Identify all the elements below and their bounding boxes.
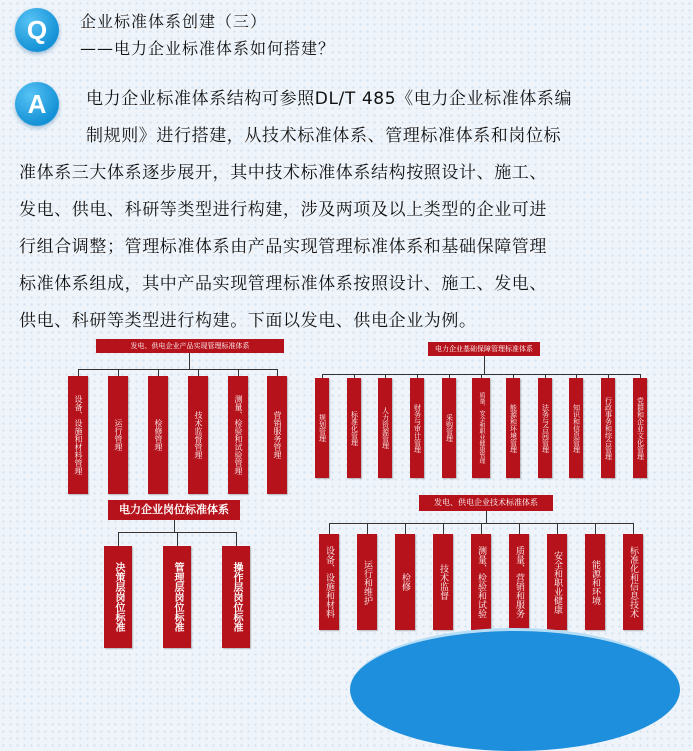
basic-mgmt-title: 电力企业基础保障管理标准体系	[428, 342, 540, 356]
tech-std-item: 技术监督	[433, 534, 453, 630]
product-mgmt-item: 营销服务管理	[267, 376, 287, 494]
tech-std-title: 发电、供电企业技术标准体系	[419, 495, 553, 511]
product-mgmt-title: 发电、供电企业产品实现管理标准体系	[96, 339, 284, 353]
tech-std-item: 能源和环境	[585, 534, 605, 630]
basic-mgmt-item: 采购管理	[442, 378, 456, 478]
question-subtitle: ——电力企业标准体系如何搭建？	[80, 39, 336, 58]
answer-line-2: 制规则》进行搭建，从技术标准体系、管理标准体系和岗位标	[86, 126, 562, 146]
product-mgmt-item: 运行管理	[108, 376, 128, 494]
post-std-item: 决策层岗位标准	[104, 546, 132, 648]
product-mgmt-item: 测量、检验和试验管理	[228, 376, 248, 494]
answer-line-1: 电力企业标准体系结构可参照DL/T 485《电力企业标准体系编	[86, 89, 573, 109]
post-std-item: 管理层岗位标准	[163, 546, 191, 648]
answer-line-7: 供电、科研等类型进行构建。下面以发电、供电企业为例。	[19, 311, 477, 331]
basic-mgmt-item: 能源和环境管理	[506, 378, 520, 478]
basic-mgmt-item: 规划管理	[315, 378, 329, 478]
basic-mgmt-item: 法务与合同管理	[538, 378, 552, 478]
answer-line-4: 发电、供电、科研等类型进行构建，涉及两项及以上类型的企业可进	[19, 200, 547, 220]
basic-mgmt-item: 行政事务和综合管理	[601, 378, 615, 478]
tech-std-item: 安全和职业健康	[547, 534, 567, 630]
answer-line-3: 准体系三大体系逐步展开，其中技术标准体系结构按照设计、施工、	[19, 163, 547, 183]
question-title: 企业标准体系创建（三）	[80, 12, 268, 31]
product-mgmt-item: 检修管理	[148, 376, 168, 494]
basic-mgmt-item: 财务与审计管理	[410, 378, 424, 478]
basic-mgmt-item: 党群和企业文化管理	[633, 378, 647, 478]
basic-mgmt-item: 人力资源管理	[378, 378, 392, 478]
basic-mgmt-item: 质量、安全和职业健康管理	[472, 378, 490, 478]
basic-mgmt-item: 知识和信息管理	[569, 378, 583, 478]
product-mgmt-item: 设备、设施和材料管理	[68, 376, 88, 494]
post-std-item: 操作层岗位标准	[222, 546, 250, 648]
post-std-title: 电力企业岗位标准体系	[108, 500, 240, 520]
answer-line-5: 行组合调整；管理标准体系由产品实现管理标准体系和基础保障管理	[19, 237, 547, 257]
tech-std-item: 标准化和信息技术	[623, 534, 643, 630]
tech-std-item: 设备、设施和材料	[319, 534, 339, 630]
product-mgmt-item: 技术监督管理	[188, 376, 208, 494]
standards-structure-diagrams	[0, 330, 693, 653]
question-icon: Q	[15, 8, 59, 52]
answer-icon: A	[15, 82, 59, 126]
tech-std-item: 测量、检验和试验	[471, 534, 491, 630]
decorative-blue-arc	[350, 628, 680, 751]
answer-line-6: 标准体系组成，其中产品实现管理标准体系按照设计、施工、发电、	[19, 274, 547, 294]
basic-mgmt-item: 标准化管理	[347, 378, 361, 478]
tech-std-item: 质量、营销和服务	[509, 534, 529, 630]
tech-std-item: 检修	[395, 534, 415, 630]
tech-std-item: 运行和维护	[357, 534, 377, 630]
